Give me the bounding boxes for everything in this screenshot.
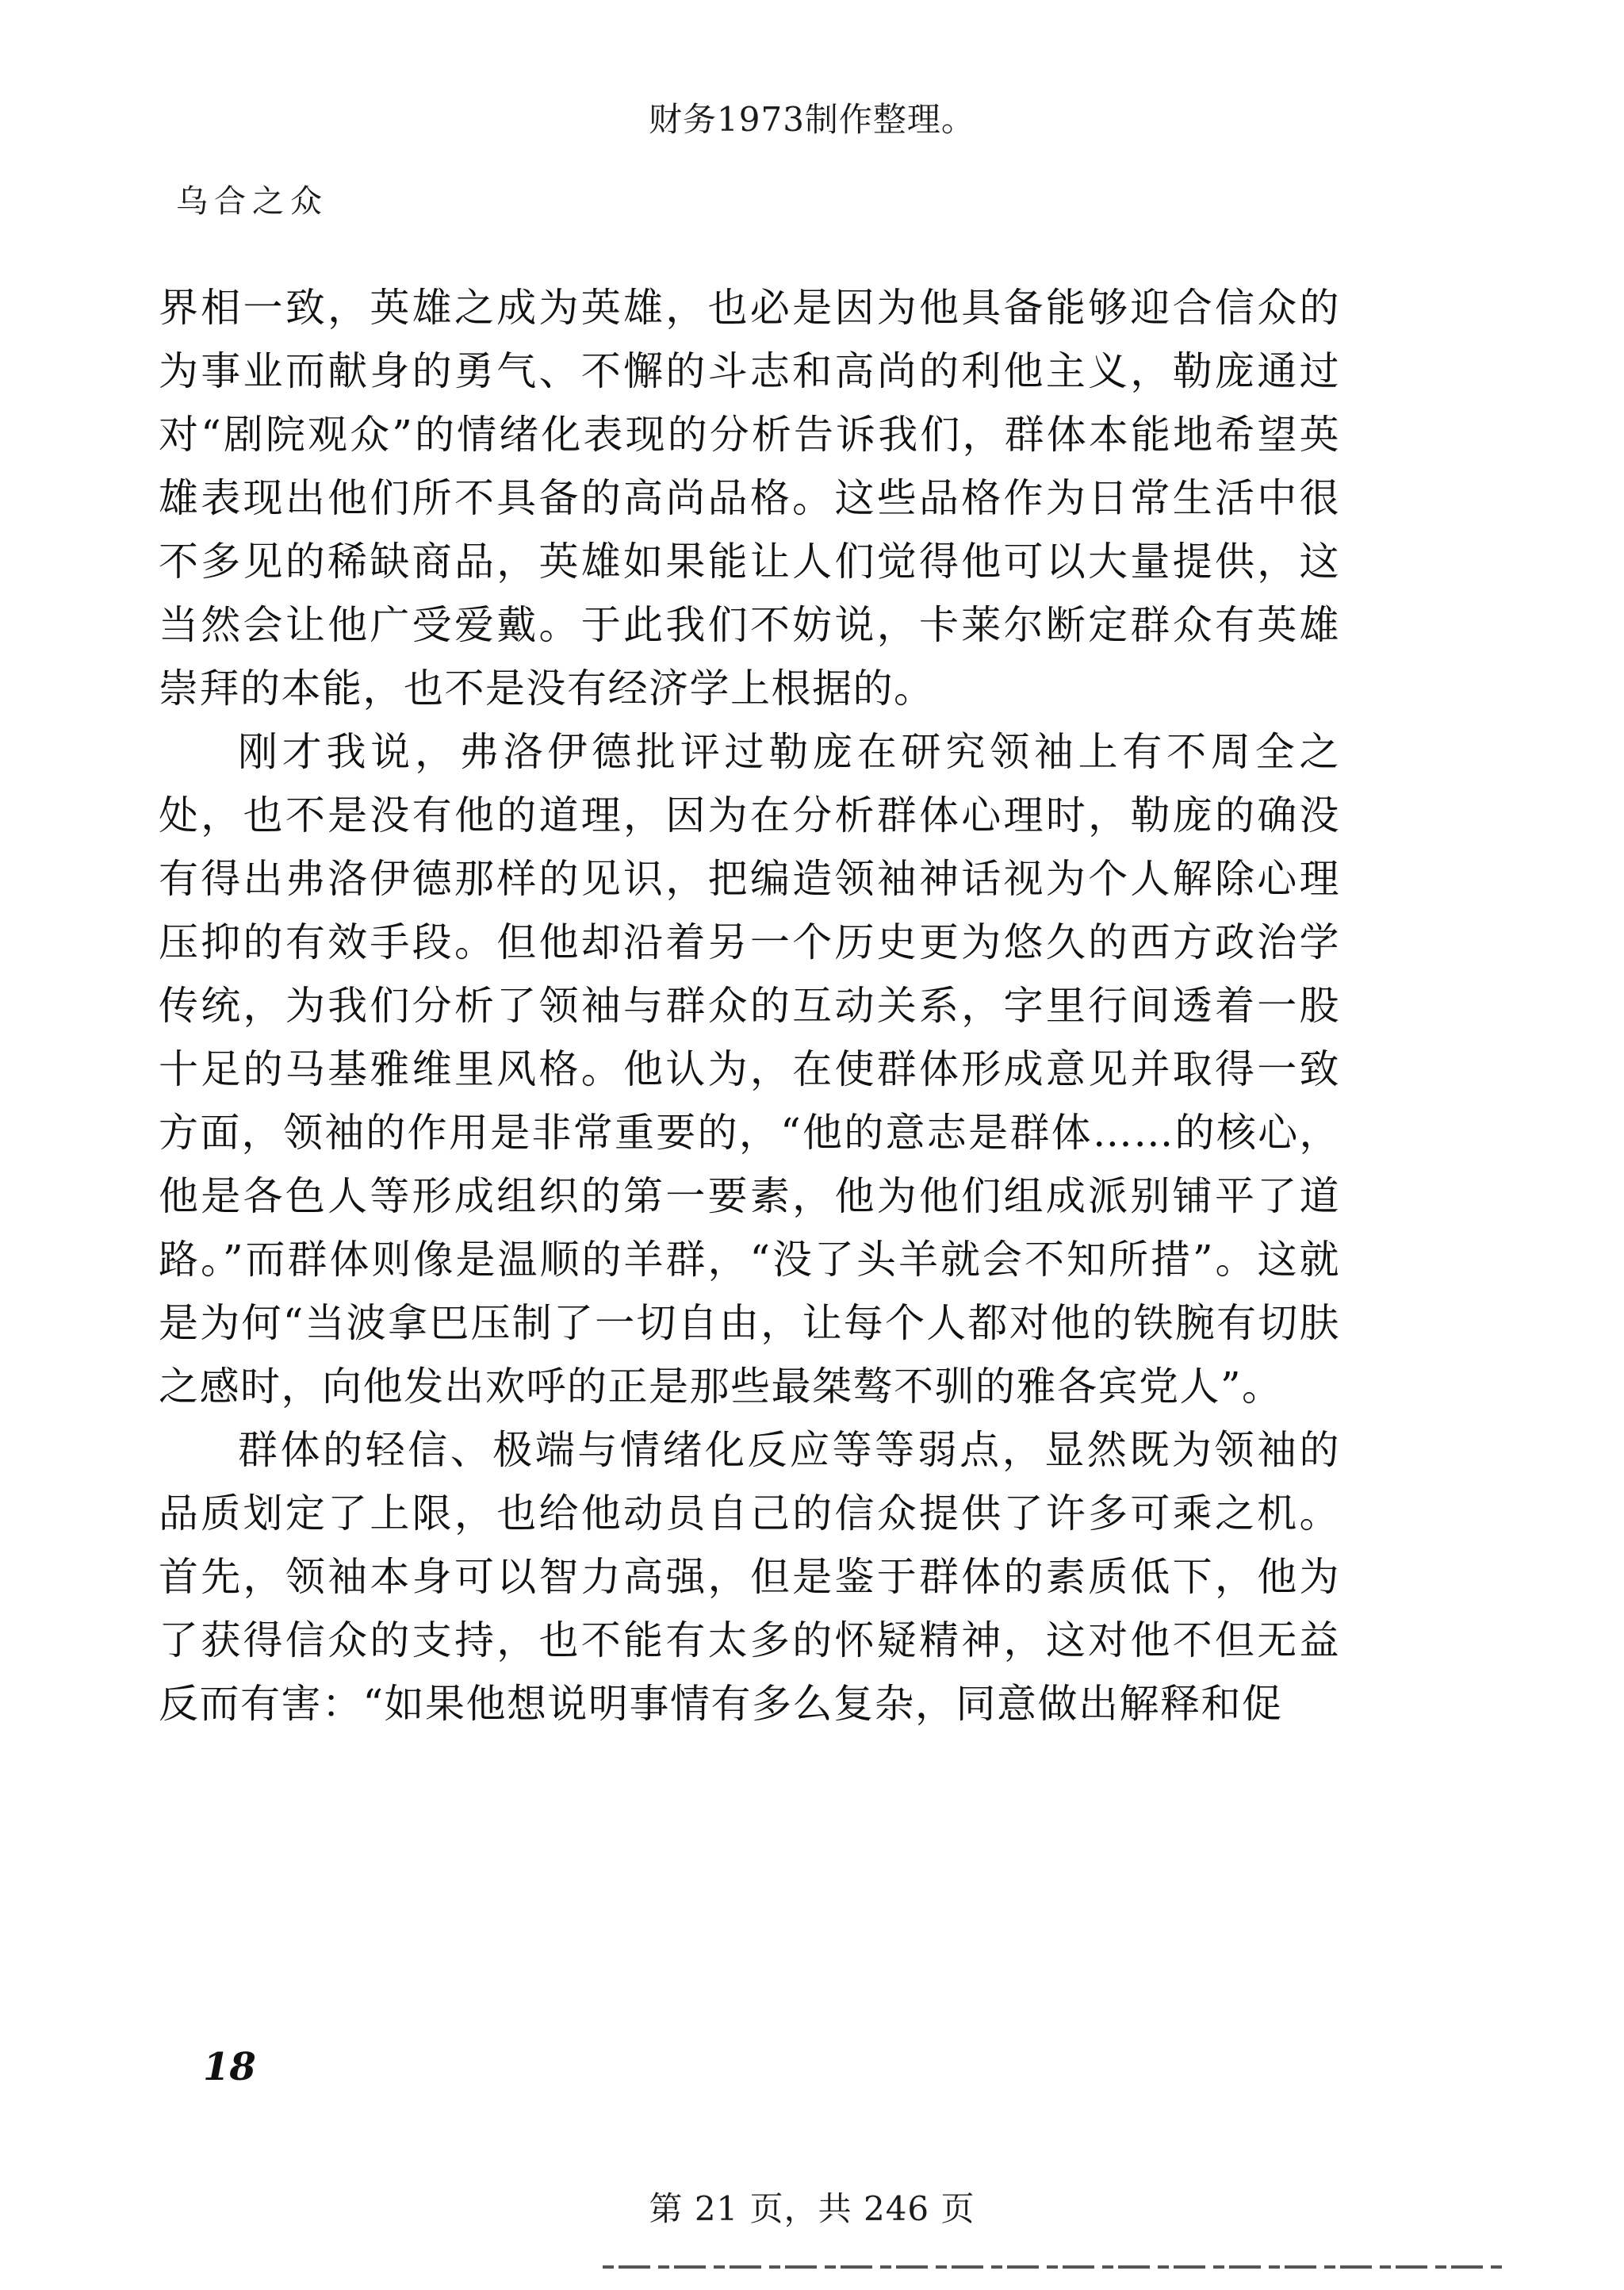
paragraph-2: 刚才我说，弗洛伊德批评过勒庞在研究领袖上有不周全之处，也不是没有他的道理，因为在分析群体心理时，勒庞的确没有得出弗洛伊德那样的见识，把编造领袖神话视为个人解除心理压抑的有效手段。但他却沿着另一个历史更为悠久的西方政治学传统，为我们分析了领袖与群众的互动关系，字里行间透着一股十足的马基雅维里风格。他认为，在使群体形成意见并取得一致方面，领袖的作用是非常重要的，“他的意志是群体……的核心，他是各色人等形成组织的第一要素，他为他们组成派别铺平了道路。”而群体则像是温顺的羊群，“没了头羊就会不知所措”。这就是为何“当波拿巴压制了一切自由，让每个人都对他的铁腕有切肤之感时，向他发出欢呼的正是那些最桀骜不驯的雅各宾党人”。 — [159, 729, 1340, 1410]
page-indicator: 第 21 页，共 246 页 — [649, 2189, 975, 2228]
paragraph-3: 群体的轻信、极端与情绪化反应等等弱点，显然既为领袖的品质划定了上限，也给他动员自己的信众提供了许多可乘之机。首先，领袖本身可以智力高强，但是鉴于群体的素质低下，他为了获得信众的支持，也不能有太多的怀疑精神，这对他不但无益反而有害：“如果他想说明事情有多么复杂，同意做出解释和促 — [159, 1427, 1340, 1727]
body-text — [159, 276, 1340, 1736]
paragraph-1: 界相一致，英雄之成为英雄，也必是因为他具备能够迎合信众的为事业而献身的勇气、不懈的斗志和高尚的利他主义，勒庞通过对“剧院观众”的情绪化表现的分析告诉我们，群体本能地希望英雄表现出他们所不具备的高尚品格。这些品格作为日常生活中很不多见的稀缺商品，英雄如果能让人们觉得他可以大量提供，这当然会让他广受爱戴。于此我们不妨说，卡莱尔断定群众有英雄崇拜的本能，也不是没有经济学上根据的。 — [159, 285, 1340, 712]
page-number: 18 — [203, 2045, 256, 2089]
scan-edge-artifact — [603, 2265, 1507, 2269]
watermark-text: 财务1973制作整理。 — [649, 100, 975, 139]
running-head-title: 乌合之众 — [176, 183, 328, 220]
